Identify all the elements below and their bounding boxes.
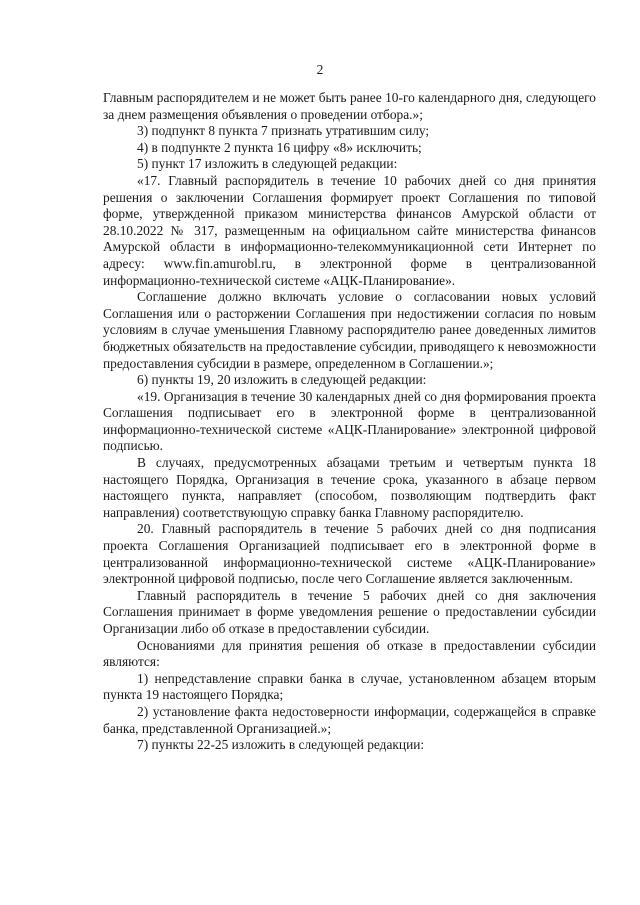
- paragraph-refusal-grounds: Основаниями для принятия решения об отказе в предоставлении субсидии являются:: [103, 637, 596, 670]
- paragraph-item-5: 5) пункт 17 изложить в следующей редакции:: [137, 156, 398, 172]
- paragraph-clause-20: 20. Главный распорядитель в течение 5 рабочих дней со дня подписания проекта Соглашения Организацией подписывает его в электронной форме в централизованной информационно-технической системе «АЦК-Планирование» электронной цифровой подписью, после чего Соглашение является заключенным.: [103, 521, 596, 587]
- paragraph-bank-certificate: В случаях, предусмотренных абзацами третьим и четвертым пункта 18 настоящего Порядка, Организация в течение срока, указанного в абзаце первом настоящего пункта, направляет (способом, позволяющим подтвердить факт направления) соответствующую справку банка Главному распорядителю.: [103, 455, 596, 520]
- paragraph-ground-2: 2) установление факта недостоверности информации, содержащейся в справке банка, представленной Организацией.»;: [103, 703, 596, 736]
- paragraph-clause-19: «19. Организация в течение 30 календарных дней со дня формирования проекта Соглашения подписывает его в электронной форме в централизованной информационно-технической системе «АЦК-Планирование» электронной цифровой подписью.: [103, 388, 596, 454]
- page-number: 2: [316, 62, 324, 77]
- paragraph-continuation: Главным распорядителем и не может быть ранее 10-го календарного дня, следующего за днем размещения объявления о проведении отбора.»;: [103, 90, 596, 122]
- paragraph-agreement-condition: Соглашение должно включать условие о согласовании новых условий Соглашения или о расторжении Соглашения при недостижении согласия по новым условиям в случае уменьшения Главному распорядителю ранее доведенных лимитов бюджетных обязательств на предоставление субсидии, приводящего к невозможности предоставления субсидии в размере, определенном в Соглашении.»;: [103, 289, 596, 371]
- paragraph-decision-notice: Главный распорядитель в течение 5 рабочих дней со дня заключения Соглашения принимает в форме уведомления решение о предоставлении субсидии Организации либо об отказе в предоставлении субсидии.: [103, 587, 596, 636]
- paragraph-ground-1: 1) непредставление справки банка в случае, установленном абзацем вторым пункта 19 настоящего Порядка;: [103, 670, 596, 703]
- document-body: [103, 90, 596, 754]
- paragraph-item-7: 7) пункты 22-25 изложить в следующей редакции:: [137, 737, 425, 753]
- paragraph-item-4: 4) в подпункте 2 пункта 16 цифру «8» исключить;: [137, 139, 422, 155]
- paragraph-clause-17: «17. Главный распорядитель в течение 10 рабочих дней со дня принятия решения о заключении Соглашения формирует проект Соглашения по типовой форме, утвержденной приказом министерства финансов Амурской области от 28.10.2022 № 317, размещенным на официальном сайте министерства финансов Амурской области в информационно-телекоммуникационной сети Интернет по адресу: www.fin.amurobl.ru, в электронной форме в централизованной информационно-технической системе «АЦК-Планирование».: [103, 172, 596, 288]
- paragraph-item-3: 3) подпункт 8 пункта 7 признать утратившим силу;: [137, 123, 430, 139]
- paragraph-item-6: 6) пункты 19, 20 изложить в следующей редакции:: [137, 372, 427, 388]
